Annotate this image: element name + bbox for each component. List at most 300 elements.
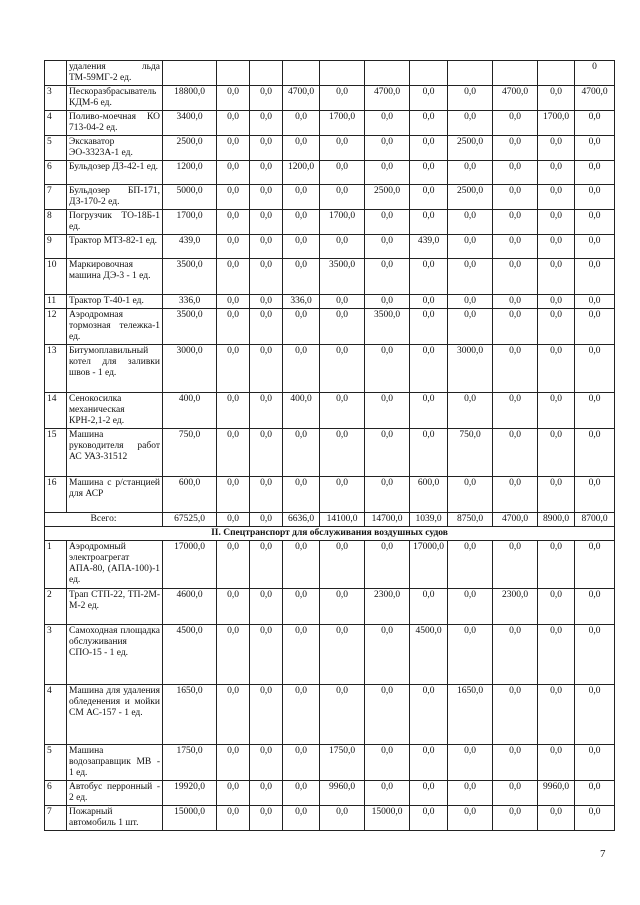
value-cell: 0,0 — [538, 309, 575, 345]
row-number: 7 — [45, 185, 67, 210]
value-cell — [410, 61, 448, 86]
value-cell: 0,0 — [493, 781, 538, 806]
value-cell: 0,0 — [365, 541, 410, 589]
value-cell: 0,0 — [283, 745, 320, 781]
value-cell: 0,0 — [283, 589, 320, 625]
value-cell: 0,0 — [410, 111, 448, 136]
value-cell: 0,0 — [493, 295, 538, 309]
value-cell: 0,0 — [575, 259, 615, 295]
value-cell: 0,0 — [250, 210, 283, 235]
row-number: 6 — [45, 161, 67, 185]
value-cell: 0,0 — [217, 185, 250, 210]
item-name: Машина водозаправщик МВ - 1 ед. — [67, 745, 163, 781]
value-cell: 0,0 — [575, 781, 615, 806]
row-number: 6 — [45, 781, 67, 806]
value-cell: 0,0 — [493, 685, 538, 745]
value-cell: 0,0 — [448, 393, 493, 429]
value-cell: 0,0 — [217, 393, 250, 429]
value-cell: 0,0 — [250, 111, 283, 136]
value-cell: 3500,0 — [365, 309, 410, 345]
value-cell: 400,0 — [163, 393, 217, 429]
value-cell: 2500,0 — [448, 136, 493, 161]
value-cell: 0,0 — [410, 806, 448, 831]
item-name: Экскаватор ЭО-3323А-1 ед. — [67, 136, 163, 161]
value-cell: 1700,0 — [163, 210, 217, 235]
item-name: Битумоплавильный котел для заливки швов - 1 ед. — [67, 345, 163, 393]
value-cell: 0,0 — [365, 745, 410, 781]
value-cell: 0,0 — [365, 161, 410, 185]
item-name: Трактор МТЗ-82-1 ед. — [67, 235, 163, 259]
row-number: 4 — [45, 111, 67, 136]
page-number: 7 — [600, 848, 606, 860]
value-cell: 0,0 — [250, 295, 283, 309]
value-cell — [217, 61, 250, 86]
value-cell: 0,0 — [575, 429, 615, 477]
value-cell: 0,0 — [217, 295, 250, 309]
value-cell: 3500,0 — [163, 309, 217, 345]
value-cell: 0,0 — [365, 136, 410, 161]
item-name: Машина для удаления обледенения и мойки СМ АС-157 - 1 ед. — [67, 685, 163, 745]
value-cell: 0,0 — [448, 259, 493, 295]
value-cell: 750,0 — [448, 429, 493, 477]
value-cell: 0,0 — [410, 86, 448, 111]
value-cell: 0,0 — [410, 393, 448, 429]
value-cell: 0,0 — [448, 86, 493, 111]
value-cell: 0,0 — [217, 309, 250, 345]
value-cell: 0,0 — [365, 210, 410, 235]
value-cell: 15000,0 — [365, 806, 410, 831]
value-cell: 1700,0 — [320, 210, 365, 235]
value-cell: 0,0 — [217, 429, 250, 477]
value-cell: 0,0 — [365, 259, 410, 295]
row-number: 9 — [45, 235, 67, 259]
row-number: 10 — [45, 259, 67, 295]
value-cell — [163, 61, 217, 86]
value-cell — [448, 61, 493, 86]
total-value: 67525,0 — [163, 513, 217, 527]
total-value: 14700,0 — [365, 513, 410, 527]
value-cell: 17000,0 — [163, 541, 217, 589]
value-cell: 4600,0 — [163, 589, 217, 625]
value-cell: 0,0 — [538, 541, 575, 589]
table-row — [45, 781, 615, 806]
value-cell: 4500,0 — [410, 625, 448, 685]
value-cell: 0,0 — [320, 185, 365, 210]
value-cell: 0,0 — [365, 345, 410, 393]
value-cell: 0,0 — [250, 345, 283, 393]
value-cell: 0,0 — [493, 235, 538, 259]
value-cell: 0,0 — [250, 685, 283, 745]
value-cell: 0,0 — [538, 185, 575, 210]
value-cell: 0,0 — [217, 235, 250, 259]
row-number: 1 — [45, 541, 67, 589]
value-cell: 0,0 — [575, 806, 615, 831]
value-cell: 0,0 — [575, 136, 615, 161]
row-number: 16 — [45, 477, 67, 513]
value-cell: 0,0 — [283, 345, 320, 393]
section-title: II. Спецтранспорт для обслуживания воздушных судов — [45, 527, 615, 541]
item-name: Бульдозер ДЗ-42-1 ед. — [67, 161, 163, 185]
item-name: Автобус перронный - 2 ед. — [67, 781, 163, 806]
total-row — [45, 513, 615, 527]
value-cell: 15000,0 — [163, 806, 217, 831]
table-row — [45, 210, 615, 235]
value-cell: 336,0 — [163, 295, 217, 309]
value-cell: 0,0 — [217, 806, 250, 831]
row-number: 12 — [45, 309, 67, 345]
table-row — [45, 235, 615, 259]
value-cell: 0,0 — [538, 235, 575, 259]
value-cell: 1650,0 — [163, 685, 217, 745]
value-cell: 600,0 — [163, 477, 217, 513]
item-name: Сенокосилка механическая КРН-2,1-2 ед. — [67, 393, 163, 429]
value-cell: 0,0 — [217, 625, 250, 685]
item-name: Самоходная площадка обслуживания СПО-15 - 1 ед. — [67, 625, 163, 685]
value-cell: 0,0 — [283, 806, 320, 831]
value-cell: 0,0 — [217, 111, 250, 136]
value-cell: 750,0 — [163, 429, 217, 477]
row-number: 5 — [45, 136, 67, 161]
value-cell: 0,0 — [217, 259, 250, 295]
value-cell — [538, 61, 575, 86]
value-cell: 0,0 — [410, 745, 448, 781]
table-row — [45, 136, 615, 161]
value-cell: 0,0 — [493, 309, 538, 345]
row-number: 8 — [45, 210, 67, 235]
value-cell: 0,0 — [320, 541, 365, 589]
table-row — [45, 259, 615, 295]
value-cell: 0,0 — [250, 429, 283, 477]
total-value: 6636,0 — [283, 513, 320, 527]
total-value: 0,0 — [217, 513, 250, 527]
table-row — [45, 429, 615, 477]
value-cell: 0,0 — [250, 589, 283, 625]
value-cell: 0,0 — [448, 210, 493, 235]
value-cell: 0 — [575, 61, 615, 86]
value-cell: 0,0 — [283, 111, 320, 136]
value-cell: 0,0 — [283, 541, 320, 589]
value-cell: 0,0 — [448, 745, 493, 781]
row-number: 2 — [45, 589, 67, 625]
row-number: 14 — [45, 393, 67, 429]
table-body-part1 — [45, 61, 615, 513]
row-number: 5 — [45, 745, 67, 781]
value-cell: 0,0 — [217, 86, 250, 111]
value-cell: 0,0 — [283, 685, 320, 745]
value-cell: 0,0 — [575, 745, 615, 781]
value-cell: 439,0 — [163, 235, 217, 259]
value-cell: 0,0 — [250, 541, 283, 589]
row-number: 11 — [45, 295, 67, 309]
value-cell — [320, 61, 365, 86]
value-cell: 0,0 — [538, 625, 575, 685]
value-cell: 0,0 — [365, 429, 410, 477]
table-row — [45, 625, 615, 685]
item-name: Трап СТП-22, ТП-2М-М-2 ед. — [67, 589, 163, 625]
value-cell: 0,0 — [575, 185, 615, 210]
table-row — [45, 806, 615, 831]
value-cell: 2300,0 — [365, 589, 410, 625]
total-value: 8700,0 — [575, 513, 615, 527]
value-cell: 0,0 — [320, 685, 365, 745]
total-value: 8750,0 — [448, 513, 493, 527]
value-cell: 0,0 — [410, 345, 448, 393]
item-name: Пескоразбрасыватель КДМ-6 ед. — [67, 86, 163, 111]
value-cell: 0,0 — [250, 161, 283, 185]
value-cell: 0,0 — [538, 259, 575, 295]
value-cell: 0,0 — [365, 781, 410, 806]
value-cell: 1650,0 — [448, 685, 493, 745]
value-cell: 0,0 — [320, 625, 365, 685]
value-cell: 0,0 — [320, 477, 365, 513]
item-name: Поливо-моечная КО 713-04-2 ед. — [67, 111, 163, 136]
value-cell: 0,0 — [493, 745, 538, 781]
value-cell: 4700,0 — [283, 86, 320, 111]
value-cell: 0,0 — [410, 161, 448, 185]
value-cell: 0,0 — [217, 345, 250, 393]
value-cell: 0,0 — [250, 393, 283, 429]
value-cell: 0,0 — [448, 295, 493, 309]
row-number: 13 — [45, 345, 67, 393]
value-cell: 0,0 — [217, 161, 250, 185]
value-cell: 0,0 — [283, 210, 320, 235]
value-cell: 0,0 — [410, 210, 448, 235]
value-cell: 0,0 — [410, 429, 448, 477]
value-cell: 3500,0 — [320, 259, 365, 295]
value-cell: 0,0 — [410, 781, 448, 806]
value-cell: 0,0 — [575, 309, 615, 345]
row-number: 7 — [45, 806, 67, 831]
value-cell: 0,0 — [575, 295, 615, 309]
value-cell: 1700,0 — [538, 111, 575, 136]
table-body-part2 — [45, 541, 615, 831]
value-cell: 1700,0 — [320, 111, 365, 136]
table-row — [45, 589, 615, 625]
item-name: Пожарный автомобиль 1 шт. — [67, 806, 163, 831]
item-name: Машина руководителя работ АС УАЗ-31512 — [67, 429, 163, 477]
value-cell: 0,0 — [410, 259, 448, 295]
total-value: 1039,0 — [410, 513, 448, 527]
value-cell: 0,0 — [320, 429, 365, 477]
value-cell: 0,0 — [493, 111, 538, 136]
value-cell: 0,0 — [493, 393, 538, 429]
total-value: 0,0 — [250, 513, 283, 527]
value-cell: 0,0 — [448, 161, 493, 185]
total-value: 14100,0 — [320, 513, 365, 527]
value-cell: 0,0 — [365, 295, 410, 309]
value-cell: 0,0 — [575, 210, 615, 235]
row-number: 15 — [45, 429, 67, 477]
value-cell: 1750,0 — [163, 745, 217, 781]
item-name: удаления льда ТМ-59МГ-2 ед. — [67, 61, 163, 86]
table-row — [45, 309, 615, 345]
value-cell: 0,0 — [448, 111, 493, 136]
value-cell: 0,0 — [493, 477, 538, 513]
value-cell: 0,0 — [575, 589, 615, 625]
value-cell: 0,0 — [250, 86, 283, 111]
item-name: Трактор Т-40-1 ед. — [67, 295, 163, 309]
value-cell: 0,0 — [320, 393, 365, 429]
table-row — [45, 345, 615, 393]
value-cell: 0,0 — [320, 161, 365, 185]
value-cell: 0,0 — [448, 589, 493, 625]
value-cell: 0,0 — [493, 429, 538, 477]
value-cell: 0,0 — [493, 806, 538, 831]
table-row — [45, 295, 615, 309]
item-name: Маркировочная машина ДЭ-3 - 1 ед. — [67, 259, 163, 295]
value-cell: 0,0 — [283, 136, 320, 161]
value-cell: 0,0 — [538, 589, 575, 625]
value-cell: 0,0 — [538, 295, 575, 309]
value-cell: 0,0 — [493, 185, 538, 210]
value-cell: 0,0 — [493, 541, 538, 589]
value-cell: 0,0 — [217, 210, 250, 235]
value-cell: 0,0 — [250, 806, 283, 831]
value-cell: 2500,0 — [448, 185, 493, 210]
value-cell: 0,0 — [448, 541, 493, 589]
value-cell: 0,0 — [217, 685, 250, 745]
value-cell: 0,0 — [493, 625, 538, 685]
value-cell — [283, 61, 320, 86]
total-value: 8900,0 — [538, 513, 575, 527]
value-cell: 0,0 — [283, 309, 320, 345]
value-cell: 0,0 — [283, 781, 320, 806]
value-cell: 2500,0 — [365, 185, 410, 210]
value-cell: 0,0 — [217, 589, 250, 625]
value-cell: 4700,0 — [493, 86, 538, 111]
value-cell: 0,0 — [283, 185, 320, 210]
value-cell: 0,0 — [575, 541, 615, 589]
value-cell: 0,0 — [410, 309, 448, 345]
row-number: 3 — [45, 625, 67, 685]
value-cell: 439,0 — [410, 235, 448, 259]
value-cell: 0,0 — [493, 136, 538, 161]
value-cell: 0,0 — [538, 136, 575, 161]
table-total — [45, 513, 615, 541]
value-cell: 400,0 — [283, 393, 320, 429]
value-cell: 2300,0 — [493, 589, 538, 625]
value-cell: 0,0 — [250, 235, 283, 259]
value-cell: 0,0 — [575, 477, 615, 513]
value-cell: 0,0 — [448, 806, 493, 831]
value-cell: 0,0 — [538, 685, 575, 745]
value-cell: 0,0 — [320, 136, 365, 161]
value-cell — [493, 61, 538, 86]
value-cell: 0,0 — [250, 477, 283, 513]
value-cell: 0,0 — [410, 136, 448, 161]
value-cell: 3500,0 — [163, 259, 217, 295]
value-cell: 0,0 — [575, 345, 615, 393]
value-cell: 0,0 — [365, 111, 410, 136]
value-cell: 0,0 — [538, 429, 575, 477]
value-cell: 0,0 — [410, 185, 448, 210]
value-cell: 0,0 — [538, 210, 575, 235]
value-cell: 0,0 — [538, 86, 575, 111]
value-cell: 5000,0 — [163, 185, 217, 210]
row-number: 4 — [45, 685, 67, 745]
value-cell: 0,0 — [320, 806, 365, 831]
item-name: Бульдозер БП-171, ДЗ-170-2 ед. — [67, 185, 163, 210]
value-cell: 3000,0 — [448, 345, 493, 393]
value-cell: 0,0 — [493, 259, 538, 295]
table-row — [45, 161, 615, 185]
table-row — [45, 477, 615, 513]
value-cell: 0,0 — [448, 781, 493, 806]
value-cell: 0,0 — [575, 393, 615, 429]
value-cell: 600,0 — [410, 477, 448, 513]
value-cell: 0,0 — [320, 589, 365, 625]
table-row — [45, 61, 615, 86]
value-cell: 0,0 — [320, 309, 365, 345]
value-cell: 18800,0 — [163, 86, 217, 111]
value-cell: 17000,0 — [410, 541, 448, 589]
row-number: 3 — [45, 86, 67, 111]
value-cell: 0,0 — [250, 625, 283, 685]
table-row — [45, 541, 615, 589]
value-cell: 0,0 — [283, 429, 320, 477]
value-cell: 0,0 — [493, 345, 538, 393]
value-cell: 1200,0 — [283, 161, 320, 185]
value-cell: 0,0 — [217, 781, 250, 806]
value-cell: 336,0 — [283, 295, 320, 309]
value-cell: 0,0 — [493, 161, 538, 185]
value-cell: 2500,0 — [163, 136, 217, 161]
value-cell: 9960,0 — [538, 781, 575, 806]
value-cell: 1750,0 — [320, 745, 365, 781]
value-cell: 0,0 — [283, 235, 320, 259]
value-cell: 0,0 — [575, 161, 615, 185]
value-cell: 0,0 — [365, 685, 410, 745]
table-row — [45, 393, 615, 429]
table-row — [45, 86, 615, 111]
value-cell: 0,0 — [250, 745, 283, 781]
value-cell: 0,0 — [250, 781, 283, 806]
item-name: Машина с р/станцией для АСР — [67, 477, 163, 513]
value-cell: 19920,0 — [163, 781, 217, 806]
value-cell — [250, 61, 283, 86]
value-cell: 0,0 — [283, 625, 320, 685]
value-cell: 0,0 — [448, 625, 493, 685]
item-name: Аэродромная тормозная тележка-1 ед. — [67, 309, 163, 345]
value-cell: 0,0 — [448, 235, 493, 259]
value-cell: 0,0 — [250, 309, 283, 345]
value-cell: 0,0 — [320, 86, 365, 111]
value-cell: 3000,0 — [163, 345, 217, 393]
value-cell: 0,0 — [217, 477, 250, 513]
value-cell: 1200,0 — [163, 161, 217, 185]
value-cell: 0,0 — [575, 625, 615, 685]
value-cell: 0,0 — [410, 685, 448, 745]
value-cell: 4700,0 — [365, 86, 410, 111]
value-cell: 0,0 — [493, 210, 538, 235]
value-cell: 0,0 — [538, 393, 575, 429]
value-cell: 3400,0 — [163, 111, 217, 136]
table-row — [45, 111, 615, 136]
item-name: Погрузчик ТО-18Б-1 ед. — [67, 210, 163, 235]
value-cell: 0,0 — [283, 477, 320, 513]
value-cell: 0,0 — [320, 295, 365, 309]
value-cell: 0,0 — [250, 185, 283, 210]
value-cell: 0,0 — [365, 477, 410, 513]
value-cell: 0,0 — [365, 625, 410, 685]
value-cell: 0,0 — [410, 295, 448, 309]
table-row — [45, 185, 615, 210]
value-cell: 0,0 — [538, 477, 575, 513]
value-cell: 0,0 — [320, 235, 365, 259]
value-cell: 0,0 — [320, 345, 365, 393]
value-cell: 0,0 — [575, 111, 615, 136]
value-cell: 0,0 — [448, 309, 493, 345]
